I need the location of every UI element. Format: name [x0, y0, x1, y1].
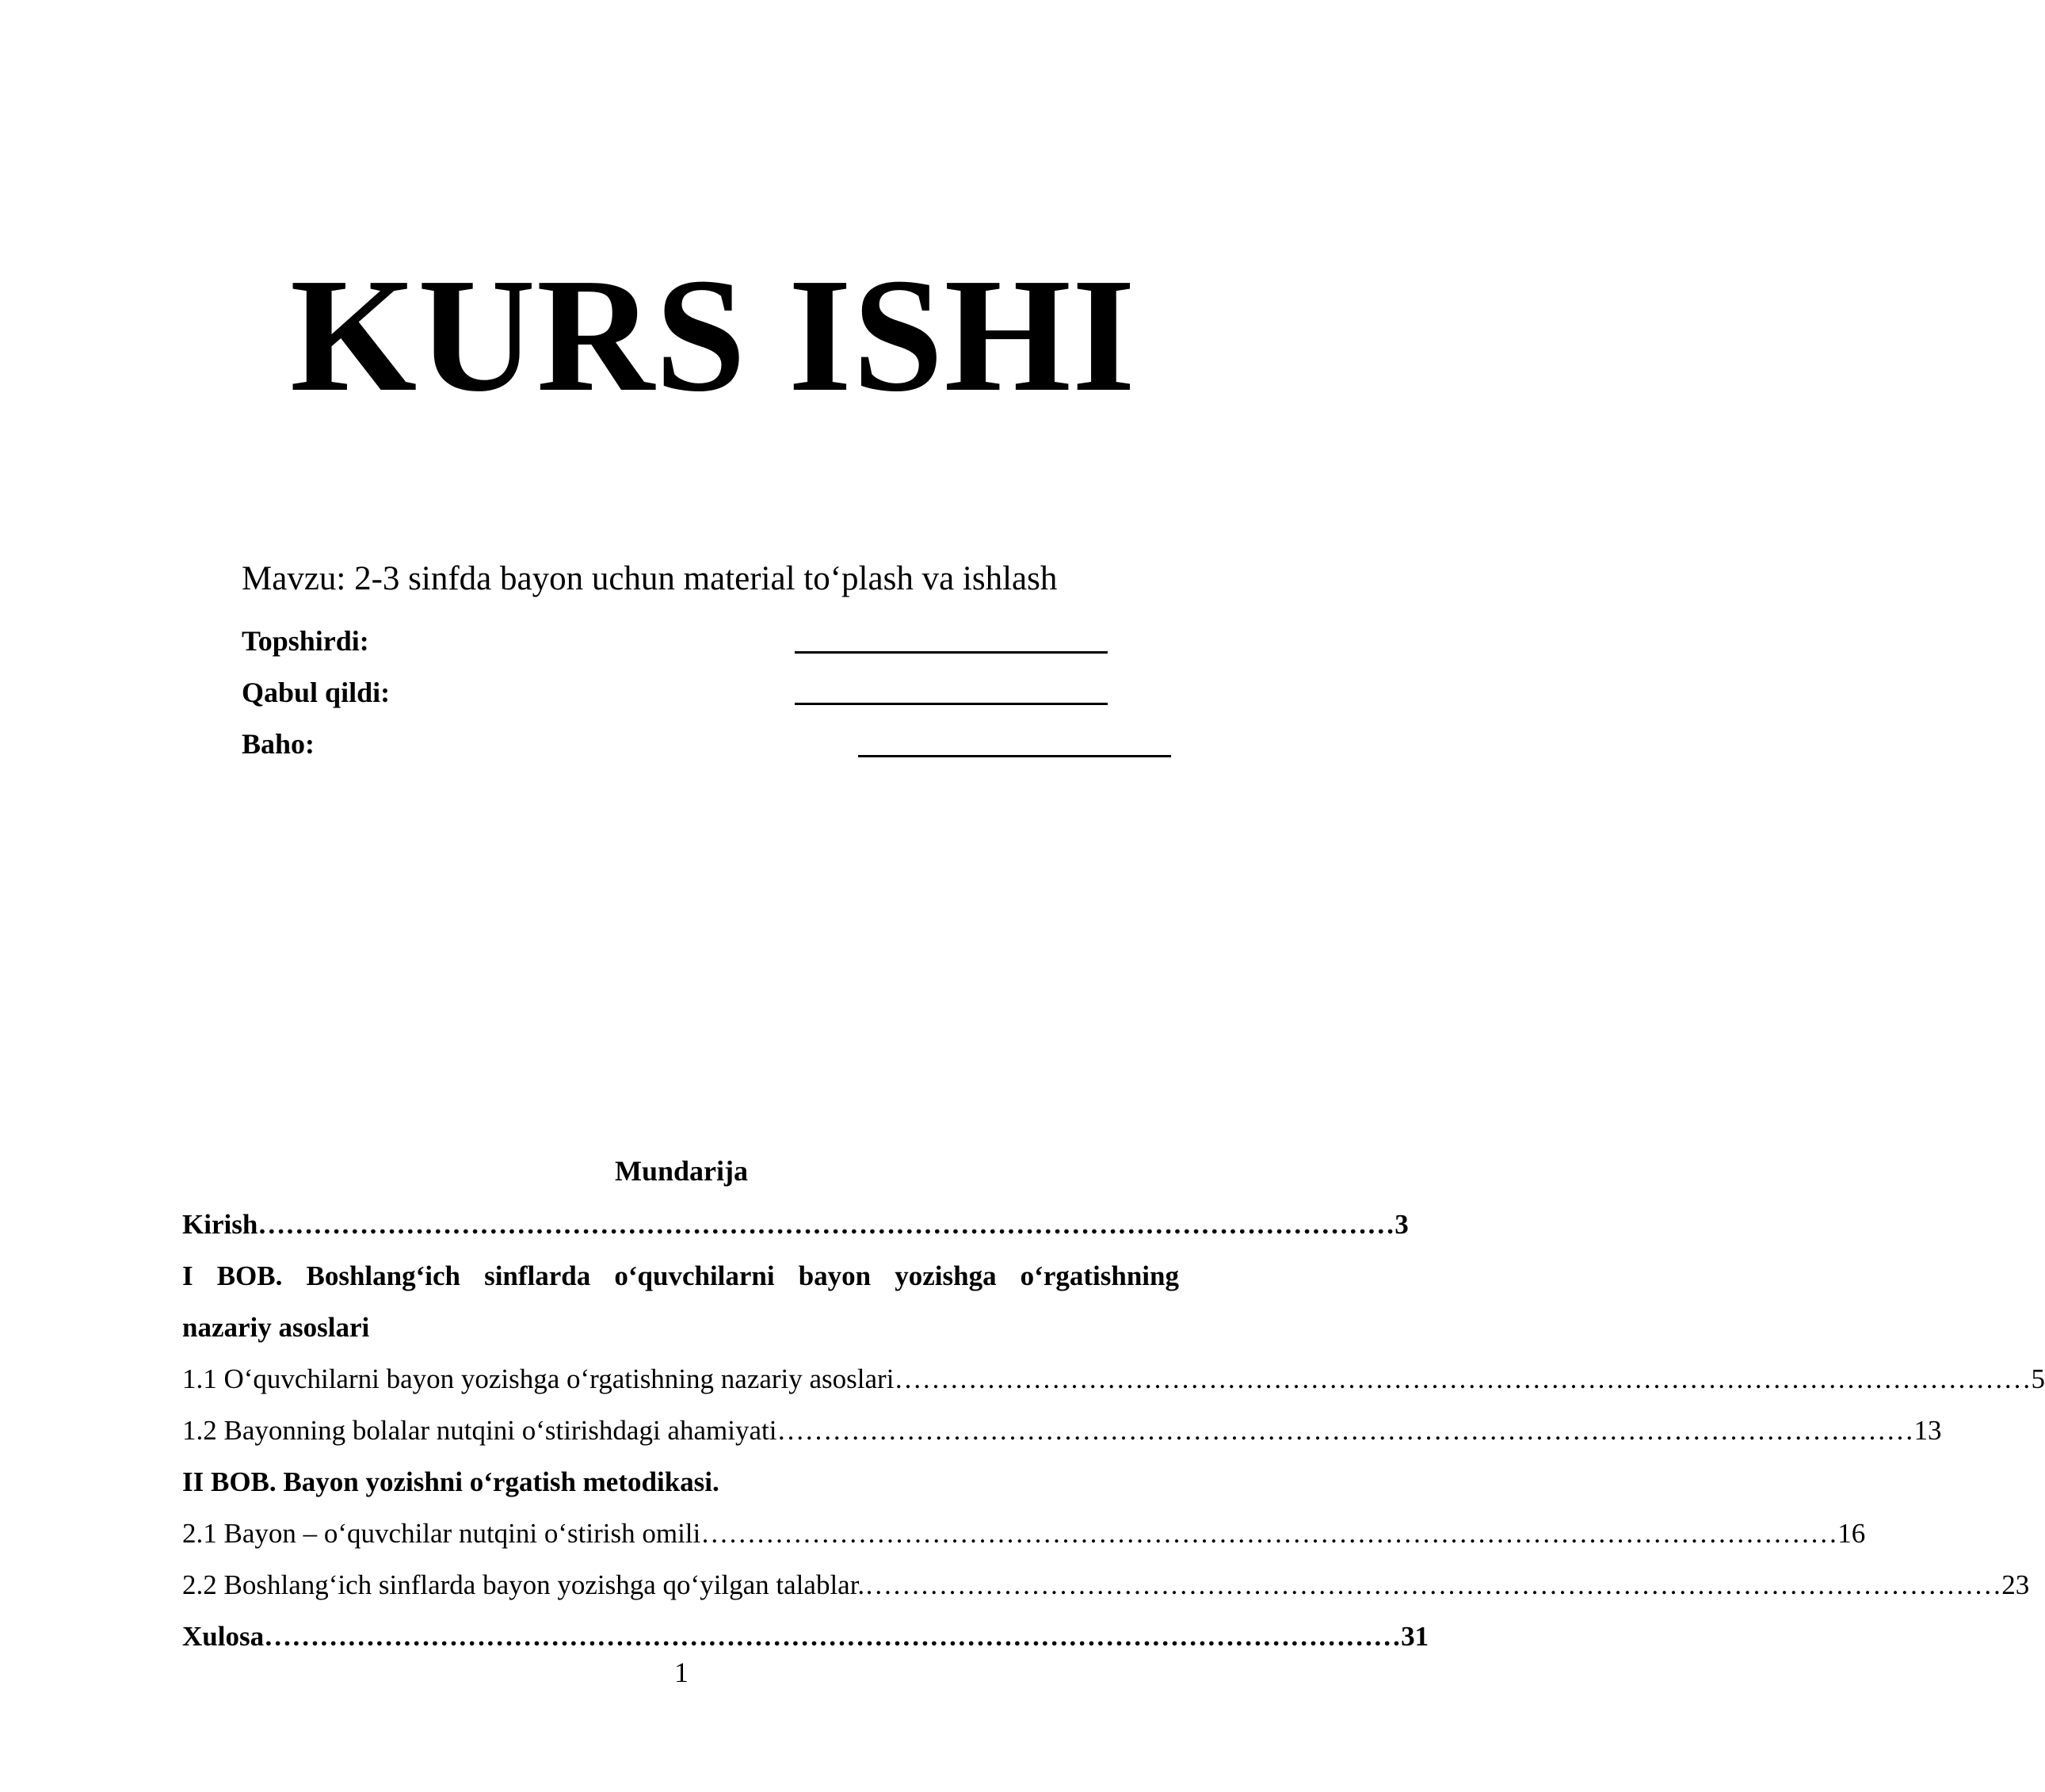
toc-leader-dots: ……………………………………………………………………………………………………………: [894, 1363, 2032, 1394]
toc-entry-chapter-2: II BOB. Bayon yozishni o‘rgatish metodikasi.: [182, 1466, 719, 1497]
toc-entry-text: 1.2 Bayonning bolalar nutqini o‘stirishdagi ahamiyati: [182, 1415, 777, 1446]
grade-label: Baho:: [242, 728, 315, 760]
toc-entry-page: 23: [2001, 1569, 2030, 1600]
toc-entry-page: 3: [1394, 1209, 1409, 1240]
toc-leader-dots: ……………………………………………………………………………………………………………: [264, 1621, 1402, 1652]
document-title: KURS ISHI: [290, 244, 1136, 425]
submitted-by-label: Topshirdi:: [242, 625, 369, 657]
toc-leader-dots: ……………………………………………………………………………………………………………: [700, 1518, 1838, 1549]
toc-entry-text: Xulosa: [182, 1621, 265, 1652]
toc-entry-1-2: [182, 1405, 1942, 1456]
toc-entry-2-2: [182, 1559, 2030, 1611]
toc-entry-text: Kirish: [182, 1209, 258, 1240]
accepted-by-line: [795, 703, 1108, 705]
toc-entry-conclusion: [182, 1611, 1429, 1662]
toc-entry-2-1: [182, 1508, 1866, 1559]
submitted-by-line: [795, 651, 1108, 654]
toc-entry-page: 5: [2031, 1363, 2045, 1394]
toc-leader-dots: ……………………………………………………………………………………………………………: [258, 1209, 1395, 1240]
toc-entry-text: 2.2 Boshlang‘ich sinflarda bayon yozishga qo‘yilgan talablar.: [182, 1569, 865, 1600]
toc-entry-text: 1.1 O‘quvchilarni bayon yozishga o‘rgatishning nazariy asoslari: [182, 1363, 895, 1394]
page-number: 1: [674, 1657, 689, 1688]
toc-entry-intro: [182, 1199, 1409, 1250]
toc-heading: Mundarija: [614, 1155, 748, 1187]
toc-entry-page: 31: [1401, 1621, 1429, 1652]
toc-leader-dots: ……………………………………………………………………………………………………………: [776, 1415, 1914, 1446]
grade-line: [858, 755, 1171, 757]
accepted-by-label: Qabul qildi:: [242, 677, 391, 708]
toc-leader-dots: ……………………………………………………………………………………………………………: [864, 1569, 2002, 1600]
toc-entry-chapter-1: I BOB. Boshlang‘ich sinflarda o‘quvchilarni bayon yozishga o‘rgatishning: [182, 1260, 1179, 1291]
topic-line: Mavzu: 2-3 sinfda bayon uchun material to‘plash va ishlash: [242, 560, 1058, 597]
toc-entry-page: 16: [1837, 1518, 1866, 1549]
toc-entry-text: 2.1 Bayon – o‘quvchilar nutqini o‘stirish omili: [182, 1518, 701, 1549]
toc-entry-1-1: [182, 1353, 2045, 1405]
toc-entry-chapter-1-cont: nazariy asoslari: [182, 1312, 370, 1343]
table-of-contents: [182, 1199, 2045, 1662]
toc-entry-page: 13: [1913, 1415, 1942, 1446]
